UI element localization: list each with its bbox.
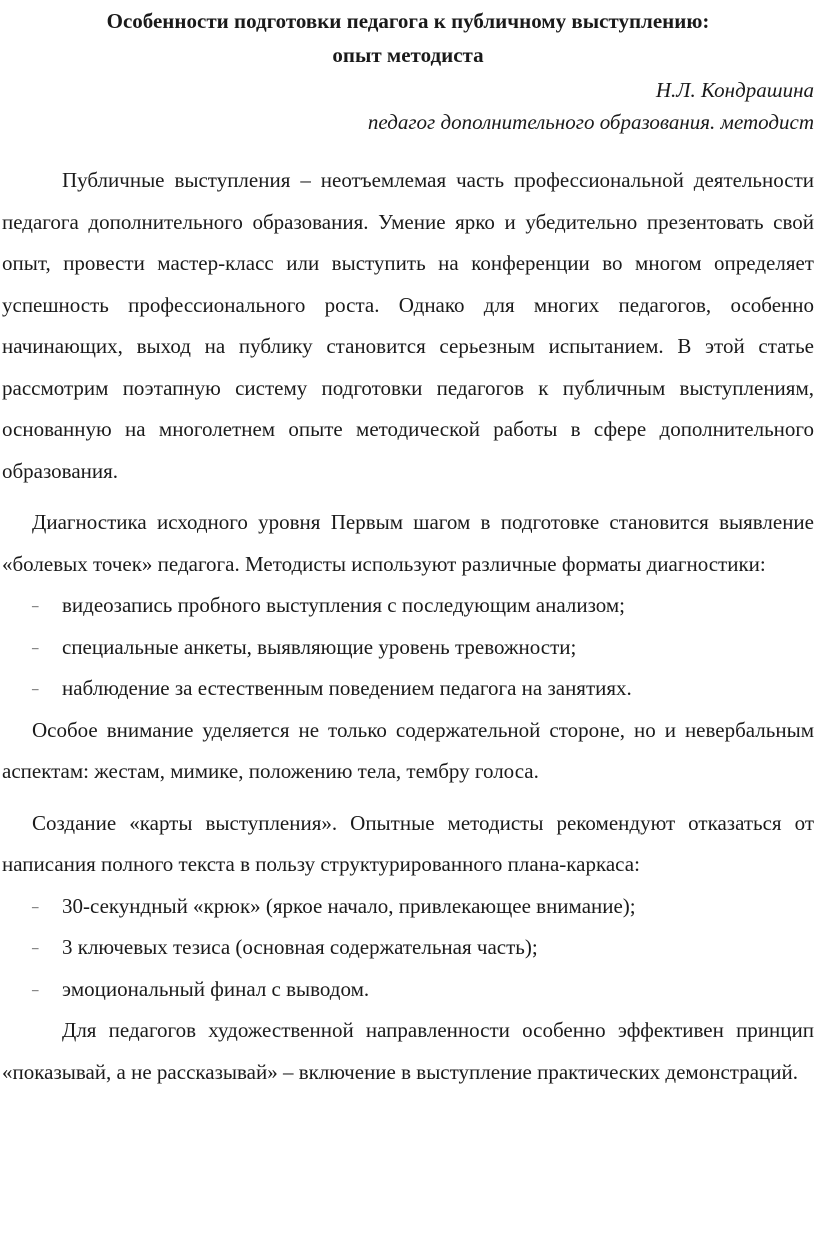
list-dash: –	[32, 981, 39, 997]
list-item-text: специальные анкеты, выявляющие уровень тревожности;	[62, 634, 577, 659]
document-title	[2, 4, 814, 72]
list-item-text: 3 ключевых тезиса (основная содержательная часть);	[62, 935, 538, 959]
paragraph-art: Для педагогов художественной направленности особенно эффективен принцип «показывай, а не рассказывай» – включение в выступление практических демонстраций.	[2, 1018, 814, 1084]
title-line-2: опыт методиста	[332, 43, 484, 67]
list-item	[2, 927, 814, 969]
list-dash: –	[32, 940, 39, 955]
list-item	[2, 668, 814, 710]
list-item-text: эмоциональный финал с выводом.	[62, 976, 370, 1001]
map-list	[2, 886, 814, 1011]
list-item-text: видеозапись пробного выступления с последующим анализом;	[62, 593, 625, 617]
author-name: Н.Л. Кондрашина	[655, 78, 814, 102]
list-item-text: наблюдение за естественным поведением педагога на занятиях.	[62, 676, 632, 700]
document-body	[2, 160, 814, 1093]
paragraph-intro: Публичные выступления – неотъемлемая часть профессиональной деятельности педагога дополнительного образования. Умение ярко и убедительно презентовать свой опыт, провести мастер-класс или выступить на конференции во многом определяет успешность профессионального роста. Однако для многих педагогов, особенно начинающих, выход на публику становится серьезным испытанием. В этой статье рассмотрим поэтапную систему подготовки педагогов к публичным выступлениям, основанную на многолетнем опыте методической работы в сфере дополнительного образования.	[2, 168, 814, 483]
paragraph-nonverbal: Особое внимание уделяется не только содержательной стороне, но и невербальным аспектам: жестам, мимике, положению тела, тембру голоса.	[2, 717, 814, 783]
author-role: педагог дополнительного образования. методист	[367, 110, 814, 134]
paragraph-diagnostics: Диагностика исходного уровня Первым шагом в подготовке становится выявление «болевых точек» педагога. Методисты используют различные форматы диагностики:	[2, 510, 814, 576]
diagnostics-list	[2, 585, 814, 710]
list-item	[2, 969, 814, 1011]
list-dash: –	[32, 681, 39, 696]
list-dash: –	[32, 598, 39, 613]
list-dash: –	[32, 639, 39, 655]
list-dash: –	[32, 898, 39, 914]
list-item	[2, 886, 814, 928]
paragraph-map: Создание «карты выступления». Опытные методисты рекомендуют отказаться от написания полного текста в пользу структурированного плана-каркаса:	[2, 810, 814, 876]
list-item-text: 30-секундный «крюк» (яркое начало, привлекающее внимание);	[62, 893, 636, 918]
list-item	[2, 627, 814, 669]
list-item	[2, 585, 814, 627]
title-line-1: Особенности подготовки педагога к публичному выступлению:	[106, 9, 710, 33]
author-block	[2, 74, 814, 138]
